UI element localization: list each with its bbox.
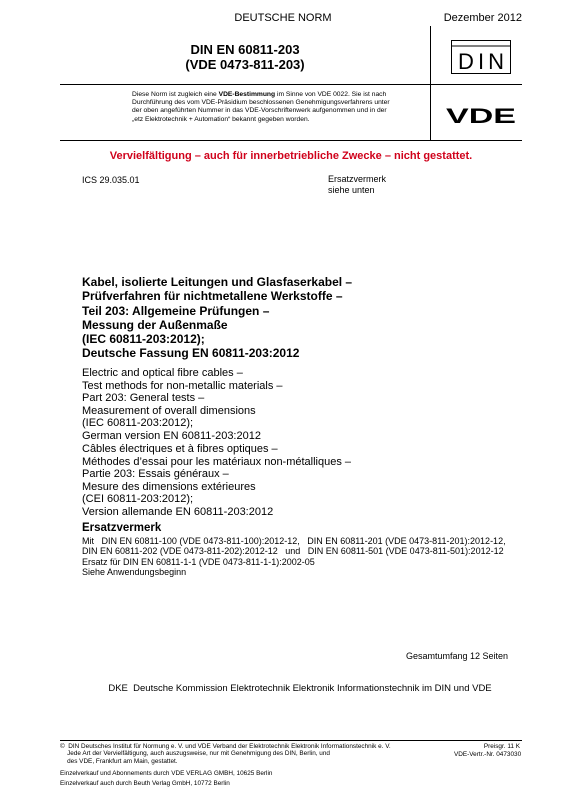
french-title-line: Partie 203: Essais généraux – [82, 468, 229, 481]
standard-number: DIN EN 60811-203 [190, 42, 300, 57]
publication-date: Dezember 2012 [443, 12, 522, 24]
sales-line: Einzelverkauf auch durch Beuth Verlag GmbH, 10772 Berlin [60, 779, 230, 787]
french-title-line: (CEI 60811-203:2012); [82, 493, 194, 506]
copyright-line: © DIN Deutsches Institut für Normung e. V. und VDE Verband der Elektrotechnik Elektronik Informationstechnik e. V. [60, 743, 391, 750]
ics-code: ICS 29.035.01 [82, 175, 140, 185]
english-title-line: German version EN 60811-203:2012 [82, 429, 261, 442]
vde-note-bold: VDE-Bestimmung [218, 91, 276, 98]
english-title [82, 367, 502, 443]
vde-note-prefix: Diese Norm ist zugleich eine [132, 91, 219, 98]
dke-commission: DKE Deutsche Kommission Elektrotechnik Elektronik Informationstechnik im DIN und VDE [108, 683, 492, 694]
replacement-note-top [328, 174, 386, 196]
german-title-line: Teil 203: Allgemeine Prüfungen – [82, 303, 270, 318]
replacement-note-line1: Ersatzvermerk [328, 174, 387, 184]
german-title [82, 275, 502, 361]
french-title-line: Méthodes d’essai pour les matériaux non-métalliques – [82, 455, 352, 468]
replacement-line: Mit DIN EN 60811-100 (VDE 0473-811-100):2012-12, DIN EN 60811-201 (VDE 0473-811-201):2012-12, [82, 536, 506, 546]
german-title-line: Messung der Außenmaße [82, 317, 228, 332]
vde-note-line3: der oben angeführten Nummer in das VDE-Vorschriftenwerk aufgenommen und in der [132, 107, 387, 115]
din-logo-text: DIN [458, 49, 504, 74]
german-title-line: Deutsche Fassung EN 60811-203:2012 [82, 346, 300, 361]
vde-number: (VDE 0473-811-203) [185, 57, 305, 72]
replacement-body [82, 536, 522, 578]
copyright-line: des VDE, Frankfurt am Main, gestattet. [60, 757, 178, 765]
sales-info [60, 769, 272, 789]
vde-logo-text: VDE [446, 105, 516, 126]
total-pages: Gesamtumfang 12 Seiten [406, 651, 509, 661]
vde-note-line2: Durchführung des vom VDE-Präsidium beschlossenen Genehmigungsverfahrens unter [132, 99, 390, 107]
vde-note [132, 91, 426, 124]
replacement-line: Siehe Anwendungsbeginn [82, 567, 187, 578]
vde-contract-number: VDE-Vertr.-Nr. 0473030 [454, 751, 522, 758]
english-title-line: Electric and optical fibre cables – [82, 367, 243, 379]
german-title-line: Kabel, isolierte Leitungen und Glasfaserkabel – [82, 275, 353, 289]
sales-line: Einzelverkauf und Abonnements durch VDE VERLAG GMBH, 10625 Berlin [60, 770, 273, 777]
footer-divider [60, 740, 522, 741]
vde-note-line1-rest: im Sinne von VDE 0022. Sie ist nach [275, 91, 387, 98]
standard-type-label: DEUTSCHE NORM [234, 12, 332, 24]
english-title-line: Part 203: General tests – [82, 392, 205, 405]
din-logo [451, 40, 511, 74]
german-title-line: (IEC 60811-203:2012); [82, 332, 205, 347]
copyright-line: Jede Art der Vervielfältigung, auch auszugsweise, nur mit Genehmigung des DIN, Berlin, und [60, 750, 330, 758]
price-info [454, 743, 520, 759]
replacement-line: DIN EN 60811-202 (VDE 0473-811-202):2012-12 und DIN EN 60811-501 (VDE 0473-811-501):2012-12 [82, 546, 504, 557]
french-title-line: Câbles électriques et à fibres optiques – [82, 443, 278, 455]
replacement-line: Ersatz für DIN EN 60811-1-1 (VDE 0473-811-1-1):2002-05 [82, 556, 315, 567]
german-title-line: Prüfverfahren für nichtmetallene Werkstoffe – [82, 289, 343, 304]
vde-logo [442, 104, 520, 126]
english-title-line: Test methods for non-metallic materials – [82, 379, 283, 392]
reproduction-warning: Vervielfältigung – auch für innerbetriebliche Zwecke – nicht gestattet. [109, 150, 473, 162]
french-title-line: Version allemande EN 60811-203:2012 [82, 505, 274, 518]
replacement-note-line2: siehe unten [328, 185, 375, 195]
vde-note-line4: „etz Elektrotechnik + Automation“ bekannt gegeben worden. [132, 115, 310, 123]
english-title-line: (IEC 60811-203:2012); [82, 417, 194, 430]
copyright-notice [60, 743, 438, 765]
french-title [82, 443, 502, 519]
english-title-line: Measurement of overall dimensions [82, 404, 256, 417]
french-title-line: Mesure des dimensions extérieures [82, 480, 256, 493]
price-group: Preisgr. 11 K [483, 743, 520, 750]
replacement-heading: Ersatzvermerk [82, 522, 162, 534]
